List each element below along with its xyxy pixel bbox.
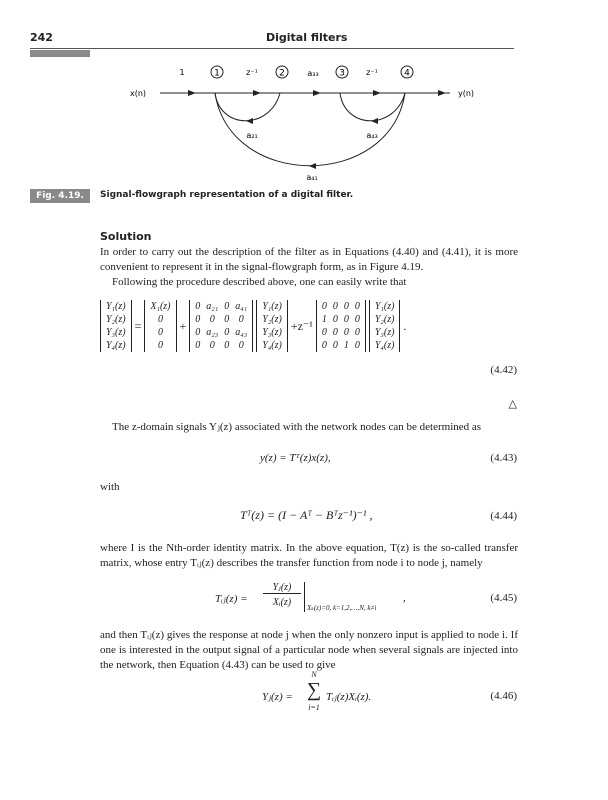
matrix-B: 0 0 0 0 1 0 0 0 0 0 0 0 0 0 1 0 [316,300,366,352]
equation-number-4-45: (4.45) [490,592,517,604]
feedback-a43 [340,93,405,121]
eq446-sum-lower: i=1 [308,703,320,712]
vector-Y-second: Y₁(z) Y₂(z) Y₃(z) Y₄(z) [256,300,288,352]
branch-label-1: 1 [179,68,185,77]
branch-label-a33: a₃₃ [307,69,319,78]
eq446-lhs: Yⱼ(z) = [262,691,293,703]
vec-x-1: X₁(z) [150,301,171,312]
solution-heading: Solution [100,230,152,243]
node-label-2: 2 [279,68,285,79]
vec-x-2: 0 [157,314,163,325]
eq445-denominator: Xᵢ(z) [272,597,292,608]
eq445-lhs: Tᵢⱼ(z) = [215,593,248,605]
input-label: x(n) [130,89,147,98]
feedback-a41 [215,93,405,166]
label-a41: a₄₁ [306,173,318,182]
period: . [403,318,407,333]
branch-label-z2: z⁻¹ [366,68,378,77]
vector-Y [100,300,132,352]
node-label-3: 3 [339,68,345,79]
solution-paragraph-1: In order to carry out the description of the filter as in Equations (4.40) and (4.41), it is more convenient to represent it in the signal-flowgraph form, as in Figure 4.19. [100,246,518,273]
vec-x-3: 0 [157,327,163,338]
equals-sign: = [134,318,142,333]
vec-y-3: Y₃(z) [106,327,126,338]
header-rule [30,48,514,49]
equation-number-4-46: (4.46) [490,690,517,702]
header-tab [30,50,90,57]
vector-X [144,300,176,352]
equation-number-4-44: (4.44) [490,510,517,522]
signal-flowgraph [120,60,500,185]
page-number: 242 [30,31,53,44]
paragraph-response: and then Tᵢⱼ(z) gives the response at node j when the only nonzero input is applied to node i. If one is interested in the output signal of a particular node when several signals are injected into the network, then Equation (4.43) can be used to give [100,629,518,671]
plus-sign: + [179,318,187,333]
eq446-sum-upper: N [311,670,317,679]
equation-4-43: y(z) = Tᵀ(z)x(z), [260,452,331,464]
figure-caption: Signal-flowgraph representation of a digital filter. [100,190,354,200]
vec-y-2: Y₂(z) [106,314,126,325]
paragraph-identity: where I is the Nth-order identity matrix. In the above equation, T(z) is the so-called transfer matrix, whose entry Tᵢⱼ(z) describes the transfer function from node i to node j, namely [100,542,518,569]
vector-Y-third: Y₁(z) Y₂(z) Y₃(z) Y₄(z) [369,300,401,352]
sum-symbol: ∑ [306,679,322,701]
eq445-evaluation-bar [304,582,305,612]
equation-4-44: Tᵀ(z) = (I − Aᵀ − Bᵀz⁻¹)⁻¹ , [240,508,373,522]
with-word: with [100,481,120,493]
equation-number-4-43: (4.43) [490,452,517,464]
running-title: Digital filters [266,31,348,44]
label-a21: a₂₁ [246,131,258,140]
solution-paragraph-2: Following the procedure described above, one can easily write that [112,276,407,288]
eq445-condition: Xₖ(z)=0, k=1,2,…,N, k≠i [307,604,377,612]
plus-zinv: +z⁻¹ [290,318,313,333]
eq445-comma: , [403,592,406,604]
vec-y-1: Y₁(z) [106,301,126,312]
feedback-a21 [215,93,280,121]
vec-x-4: 0 [157,340,163,351]
node-label-1: 1 [214,68,220,79]
eq446-rhs: Tᵢⱼ(z)Xᵢ(z). [326,691,372,703]
figure-tab: Fig. 4.19. [30,189,90,203]
branch-label-z1: z⁻¹ [246,68,258,77]
paragraph-node-signals: The z-domain signals Yⱼ(z) associated with the network nodes can be determined as [112,421,482,433]
label-a43: a₄₃ [366,131,378,140]
solution-text [100,245,518,290]
matrix-A: 0 a₂₁ 0 a₄₁ 0 0 0 0 0 a₂₃ 0 a₄₃ 0 0 0 0 [189,300,253,352]
eq445-numerator: Yⱼ(z) [263,582,301,594]
vec-y-4: Y₄(z) [106,340,126,351]
node-label-4: 4 [404,68,410,79]
end-of-solution-triangle: △ [508,398,517,410]
equation-4-42 [100,300,518,352]
output-label: y(n) [458,89,475,98]
equation-number-4-42: (4.42) [490,364,517,376]
